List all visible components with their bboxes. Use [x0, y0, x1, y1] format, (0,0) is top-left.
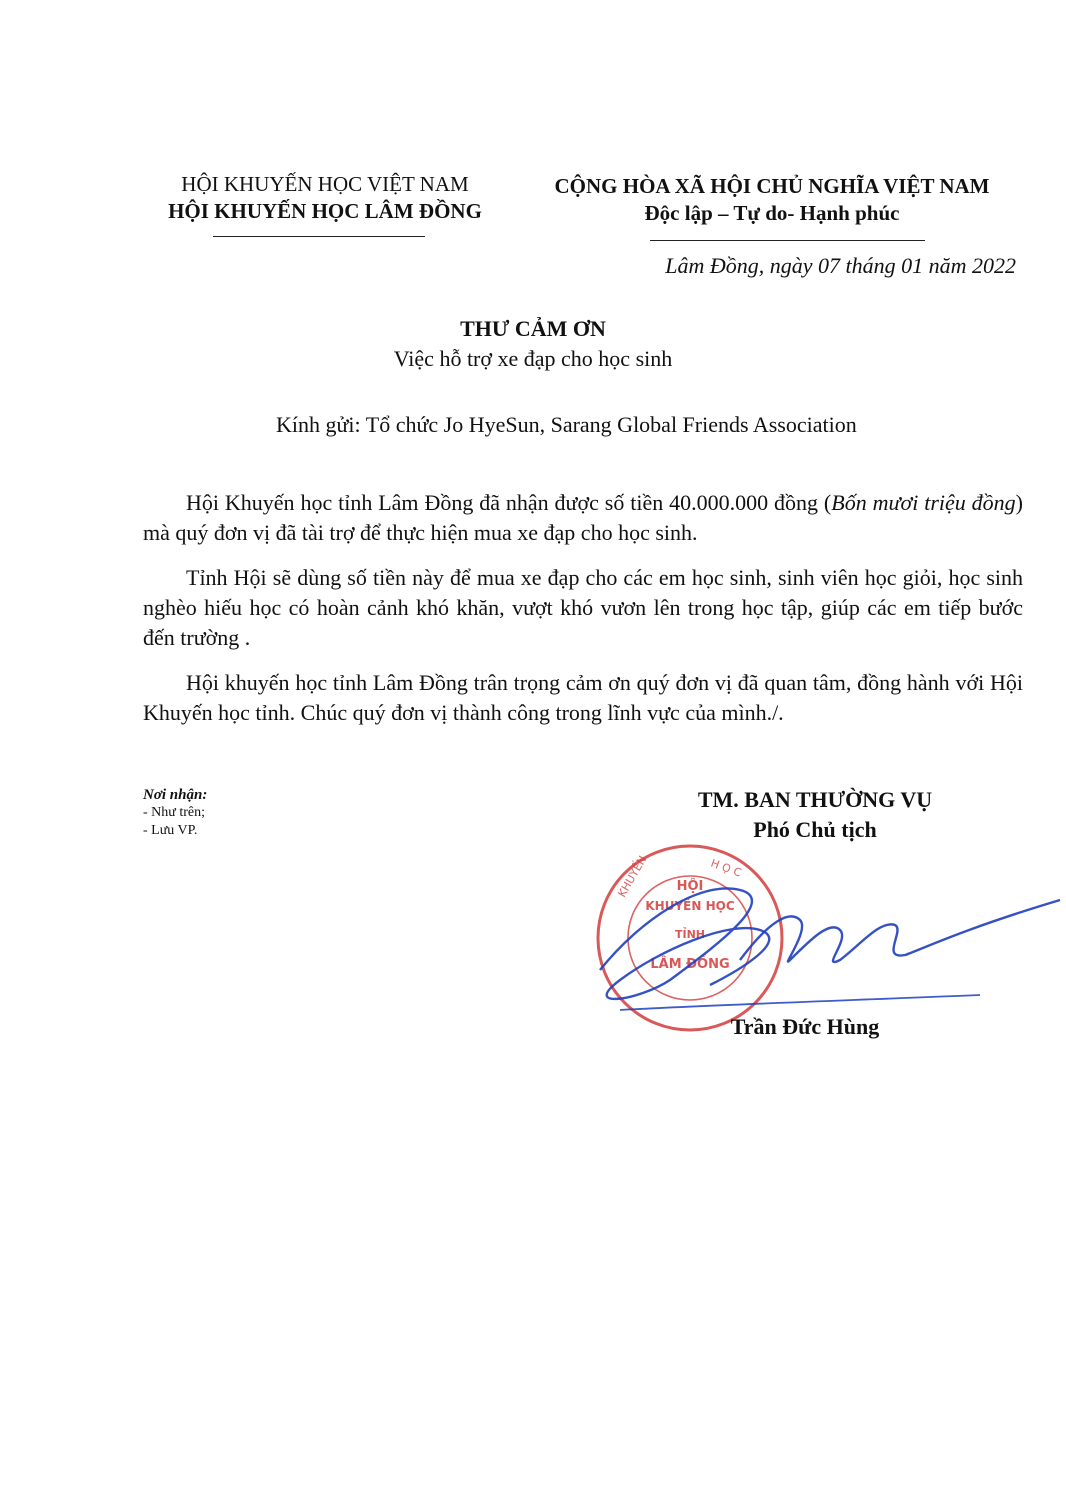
org-name: HỘI KHUYẾN HỌC LÂM ĐỒNG: [168, 199, 482, 223]
recipients-block: [143, 786, 207, 840]
on-behalf-label: TM. BAN THƯỜNG VỤ: [697, 787, 933, 812]
svg-text:KHUYẾN HỌC: KHUYẾN HỌC: [645, 899, 735, 913]
paragraph-1: [143, 488, 1023, 548]
country-name: CỘNG HÒA XÃ HỘI CHỦ NGHĨA VIỆT NAM: [554, 174, 990, 198]
header-left: [130, 171, 520, 225]
handwritten-signature: [560, 860, 1066, 1030]
svg-text:KHUYẾN: KHUYẾN: [615, 853, 650, 900]
greeting: Kính gửi: Tổ chức Jo HyeSun, Sarang Global Friends Association: [276, 412, 857, 437]
svg-text:H Ọ C: H Ọ C: [708, 856, 744, 880]
recipients-title: Nơi nhận:: [143, 787, 208, 803]
signature-block: [620, 785, 1010, 845]
recipient-item: - Lưu VP.: [143, 823, 198, 838]
signer-position: Phó Chủ tịch: [753, 817, 877, 842]
paragraph-1-end: ) mà quý đơn vị đã tài trợ để thực hiện mua xe đạp cho học sinh.: [143, 490, 1023, 545]
signer-name: Trần Đức Hùng: [730, 1014, 880, 1039]
svg-text:LÂM ĐỒNG: LÂM ĐỒNG: [650, 957, 730, 972]
national-motto: Độc lập – Tự do- Hạnh phúc: [644, 201, 900, 225]
header-right-rule: [650, 240, 925, 241]
org-parent: HỘI KHUYẾN HỌC VIỆT NAM: [181, 172, 469, 196]
paragraph-1-start: Hội Khuyến học tỉnh Lâm Đồng đã nhận được số tiền 40.000.000 đồng (: [186, 490, 832, 515]
recipient-item: - Như trên;: [143, 805, 206, 820]
date-line: Lâm Đồng, ngày 07 tháng 01 năm 2022: [665, 253, 1016, 278]
paragraph-2: Tỉnh Hội sẽ dùng số tiền này để mua xe đạp cho các em học sinh, sinh viên học giỏi, học sinh nghèo hiếu học có hoàn cảnh khó khăn, vượt khó vươn lên trong học tập, giúp các em tiếp bước đến trường .: [143, 565, 1023, 650]
svg-text:HỘI: HỘI: [676, 879, 704, 894]
svg-text:TỈNH: TỈNH: [674, 928, 706, 941]
paragraph-3: Hội khuyến học tỉnh Lâm Đồng trân trọng cảm ơn quý đơn vị đã quan tâm, đồng hành với Hội Khuyến học tỉnh. Chúc quý đơn vị thành công trong lĩnh vực của mình./.: [143, 670, 1023, 725]
letter-title: THƯ CẢM ƠN: [460, 316, 606, 341]
letter-body: [143, 488, 1023, 743]
amount-in-words: Bốn mươi triệu đồng: [831, 490, 1016, 515]
header-right: [528, 173, 1016, 227]
letter-subtitle: Việc hỗ trợ xe đạp cho học sinh: [393, 346, 673, 371]
header-left-rule: [213, 236, 425, 237]
letter-title-block: [0, 314, 1066, 374]
